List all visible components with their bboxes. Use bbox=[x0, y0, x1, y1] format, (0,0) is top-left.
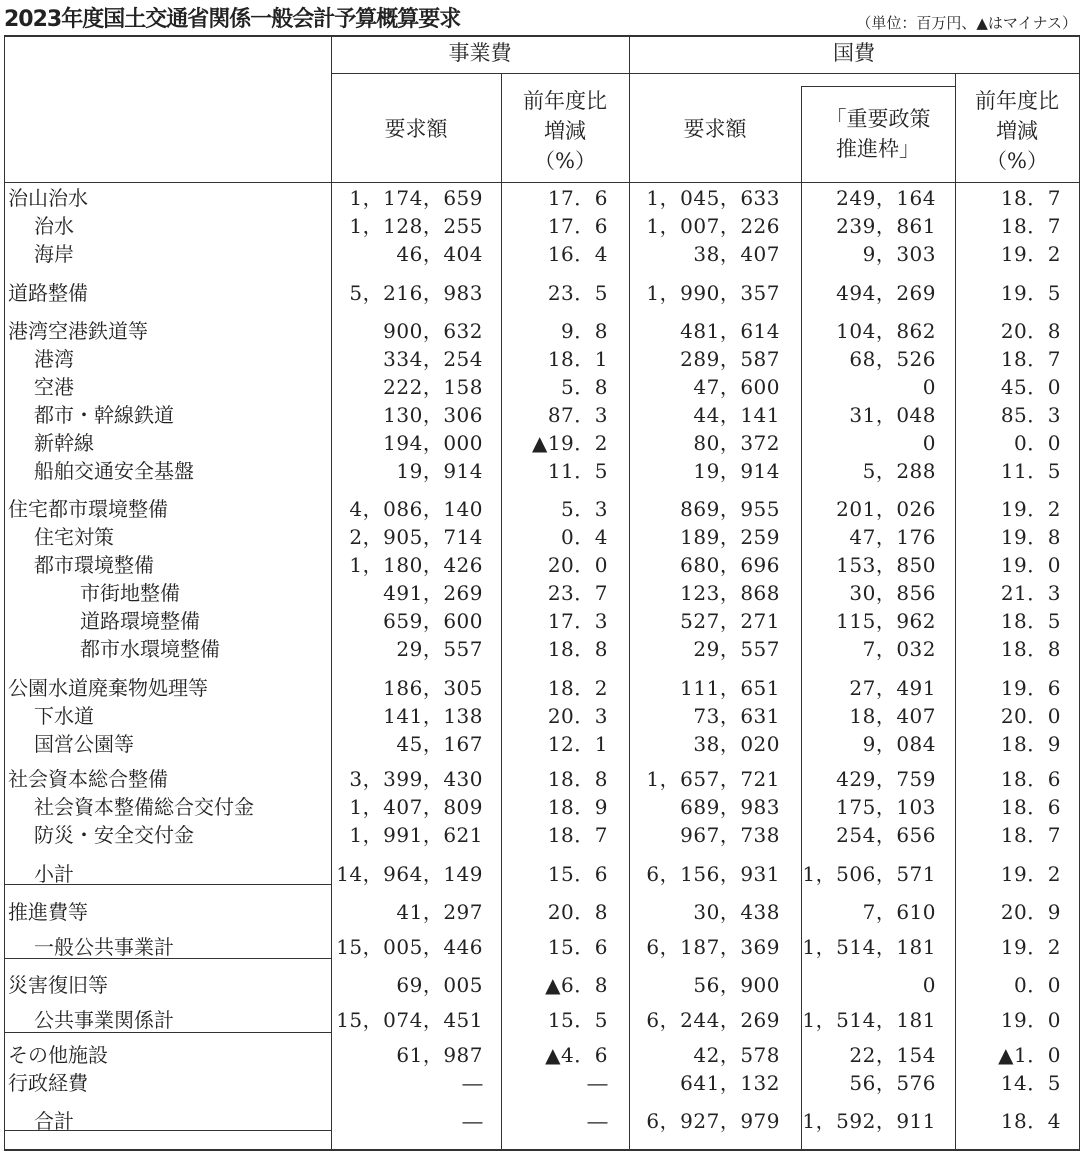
row-label: 都市・幹線鉄道 bbox=[34, 403, 174, 427]
cell-v1: ― bbox=[462, 1071, 483, 1095]
cell-v5: 45．0 bbox=[1000, 375, 1061, 399]
cell-v4: 254，656 bbox=[836, 823, 936, 847]
cell-v3: 1，990，357 bbox=[646, 281, 780, 305]
cell-v4: 9，084 bbox=[862, 732, 936, 756]
table-row bbox=[0, 607, 1085, 635]
cell-v2: 15．5 bbox=[547, 1008, 608, 1032]
cell-v1: 15，005，446 bbox=[336, 935, 483, 959]
row-label: 船舶交通安全基盤 bbox=[34, 459, 194, 483]
table-row bbox=[0, 457, 1085, 485]
cell-v3: 30，438 bbox=[693, 900, 780, 924]
cell-v2: 5．3 bbox=[561, 497, 608, 521]
row-label: 海岸 bbox=[34, 242, 74, 266]
cell-v2: 9．8 bbox=[561, 319, 608, 343]
cell-v4: 175，103 bbox=[836, 795, 936, 819]
cell-v1: 41，297 bbox=[396, 900, 483, 924]
cell-v2: ▲19．2 bbox=[531, 431, 608, 455]
row-label: 推進費等 bbox=[8, 900, 88, 924]
row-label: 住宅対策 bbox=[34, 525, 114, 549]
table-row bbox=[0, 793, 1085, 821]
cell-v5: 18．7 bbox=[1000, 186, 1061, 210]
cell-v2: 20．0 bbox=[547, 553, 608, 577]
cell-v2: 16．4 bbox=[547, 242, 608, 266]
table-row bbox=[0, 495, 1085, 523]
cell-v1: 194，000 bbox=[383, 431, 483, 455]
cell-v3: 73，631 bbox=[693, 704, 780, 728]
table-row bbox=[0, 702, 1085, 730]
cell-v5: 18．6 bbox=[1000, 795, 1061, 819]
cell-v3: 38，407 bbox=[693, 242, 780, 266]
row-label: 社会資本整備総合交付金 bbox=[34, 795, 254, 819]
header-yoy-ratio: 前年度比 増減 （%） bbox=[523, 89, 607, 173]
cell-v5: 19．2 bbox=[1000, 242, 1061, 266]
cell-v4: 0 bbox=[922, 375, 936, 399]
cell-v2: 23．5 bbox=[547, 281, 608, 305]
cell-v3: 123，868 bbox=[680, 581, 780, 605]
cell-v4: 1，514，181 bbox=[802, 1008, 936, 1032]
row-label: 治山治水 bbox=[8, 186, 88, 210]
cell-v1: 1，991，621 bbox=[349, 823, 483, 847]
table-row bbox=[0, 551, 1085, 579]
cell-v4: 22，154 bbox=[849, 1043, 936, 1067]
row-label: 行政経費 bbox=[8, 1071, 88, 1095]
table-row bbox=[0, 860, 1085, 888]
row-label: 防災・安全交付金 bbox=[34, 823, 194, 847]
row-label: 社会資本総合整備 bbox=[8, 767, 168, 791]
cell-v1: 334，254 bbox=[383, 347, 483, 371]
row-label: 道路環境整備 bbox=[80, 609, 200, 633]
table-row bbox=[0, 674, 1085, 702]
cell-v3: 19，914 bbox=[693, 459, 780, 483]
table-row bbox=[0, 429, 1085, 457]
table-row bbox=[0, 317, 1085, 345]
cell-v1: 3，399，430 bbox=[349, 767, 483, 791]
cell-v4: 104，862 bbox=[836, 319, 936, 343]
cell-v4: 249，164 bbox=[836, 186, 936, 210]
cell-v1: 1，180，426 bbox=[349, 553, 483, 577]
table-row bbox=[0, 1041, 1085, 1069]
row-label: 道路整備 bbox=[8, 281, 88, 305]
cell-v3: 6，187，369 bbox=[646, 935, 780, 959]
cell-v4: 153，850 bbox=[836, 553, 936, 577]
header-jigyohi: 事業費 bbox=[448, 41, 512, 65]
table-row bbox=[0, 635, 1085, 663]
table-row bbox=[0, 523, 1085, 551]
cell-v5: 20．8 bbox=[1000, 319, 1061, 343]
cell-v4: 0 bbox=[922, 431, 936, 455]
cell-v2: 17．6 bbox=[547, 186, 608, 210]
cell-v3: 44，141 bbox=[693, 403, 780, 427]
cell-v4: 1，592，911 bbox=[802, 1109, 936, 1133]
cell-v2: 0．4 bbox=[561, 525, 608, 549]
cell-v1: 29，557 bbox=[396, 637, 483, 661]
cell-v2: 20．3 bbox=[547, 704, 608, 728]
cell-v4: 115，962 bbox=[836, 609, 936, 633]
cell-v1: 4，086，140 bbox=[349, 497, 483, 521]
table-row bbox=[0, 373, 1085, 401]
cell-v5: 18．6 bbox=[1000, 767, 1061, 791]
cell-v1: 900，632 bbox=[383, 319, 483, 343]
cell-v2: ― bbox=[587, 1109, 608, 1133]
row-label: 合計 bbox=[34, 1109, 74, 1133]
header-kokuhi: 国費 bbox=[833, 41, 875, 65]
cell-v4: 429，759 bbox=[836, 767, 936, 791]
cell-v4: 1，514，181 bbox=[802, 935, 936, 959]
header-bottom-rule bbox=[4, 182, 1080, 183]
cell-v1: 46，404 bbox=[396, 242, 483, 266]
row-label: 新幹線 bbox=[34, 431, 94, 455]
cell-v1: 69，005 bbox=[396, 973, 483, 997]
cell-v1: 61，987 bbox=[396, 1043, 483, 1067]
cell-v5: 18．7 bbox=[1000, 823, 1061, 847]
cell-v3: 869，955 bbox=[680, 497, 780, 521]
cell-v3: 6，244，269 bbox=[646, 1008, 780, 1032]
cell-v5: 18．7 bbox=[1000, 347, 1061, 371]
table-row bbox=[0, 1006, 1085, 1034]
table-row bbox=[0, 821, 1085, 849]
header-divider bbox=[331, 73, 1080, 74]
table-row bbox=[0, 579, 1085, 607]
cell-v5: 18．7 bbox=[1000, 214, 1061, 238]
cell-v2: 23．7 bbox=[547, 581, 608, 605]
cell-v1: 222，158 bbox=[383, 375, 483, 399]
cell-v2: 15．6 bbox=[547, 935, 608, 959]
cell-v4: 18，407 bbox=[849, 704, 936, 728]
row-label: 公園水道廃棄物処理等 bbox=[8, 676, 208, 700]
cell-v4: 27，491 bbox=[849, 676, 936, 700]
cell-v4: 239，861 bbox=[836, 214, 936, 238]
cell-v1: ― bbox=[462, 1109, 483, 1133]
row-label: 公共事業関係計 bbox=[34, 1008, 174, 1032]
cell-v5: 18．8 bbox=[1000, 637, 1061, 661]
cell-v2: 18．8 bbox=[547, 767, 608, 791]
cell-v2: ▲6．8 bbox=[545, 973, 608, 997]
cell-v5: ▲1．0 bbox=[998, 1043, 1061, 1067]
cell-v4: 30，856 bbox=[849, 581, 936, 605]
cell-v2: 18．1 bbox=[547, 347, 608, 371]
cell-v3: 111，651 bbox=[680, 676, 780, 700]
cell-v5: 18．9 bbox=[1000, 732, 1061, 756]
cell-v3: 42，578 bbox=[693, 1043, 780, 1067]
cell-v2: 18．7 bbox=[547, 823, 608, 847]
row-label: 小計 bbox=[34, 862, 74, 886]
table-row bbox=[0, 730, 1085, 758]
cell-v5: 20．9 bbox=[1000, 900, 1061, 924]
table-row bbox=[0, 765, 1085, 793]
cell-v3: 29，557 bbox=[693, 637, 780, 661]
cell-v1: 1，174，659 bbox=[349, 186, 483, 210]
cell-v4: 47，176 bbox=[849, 525, 936, 549]
table-row bbox=[0, 279, 1085, 307]
cell-v3: 47，600 bbox=[693, 375, 780, 399]
cell-v2: 11．5 bbox=[547, 459, 608, 483]
cell-v3: 1，045，633 bbox=[646, 186, 780, 210]
cell-v3: 481，614 bbox=[680, 319, 780, 343]
header-request-amount-kokuhi: 要求額 bbox=[683, 117, 747, 141]
cell-v1: 130，306 bbox=[383, 403, 483, 427]
cell-v3: 689，983 bbox=[680, 795, 780, 819]
cell-v2: 87．3 bbox=[547, 403, 608, 427]
cell-v2: 20．8 bbox=[547, 900, 608, 924]
cell-v3: 1，657，721 bbox=[646, 767, 780, 791]
cell-v4: 56，576 bbox=[849, 1071, 936, 1095]
cell-v2: 18．2 bbox=[547, 676, 608, 700]
cell-v1: 1，128，255 bbox=[349, 214, 483, 238]
row-label: 都市水環境整備 bbox=[80, 637, 220, 661]
cell-v2: 5．8 bbox=[561, 375, 608, 399]
row-label: 一般公共事業計 bbox=[34, 935, 174, 959]
row-label: 下水道 bbox=[34, 704, 94, 728]
cell-v3: 967，738 bbox=[680, 823, 780, 847]
cell-v3: 38，020 bbox=[693, 732, 780, 756]
cell-v5: 19．6 bbox=[1000, 676, 1061, 700]
table-row bbox=[0, 184, 1085, 212]
row-label: 国営公園等 bbox=[34, 732, 134, 756]
row-label: 空港 bbox=[34, 375, 74, 399]
table-row bbox=[0, 933, 1085, 961]
cell-v3: 56，900 bbox=[693, 973, 780, 997]
cell-v4: 7，610 bbox=[862, 900, 936, 924]
cell-v5: 19．2 bbox=[1000, 497, 1061, 521]
cell-v5: 0．0 bbox=[1014, 973, 1061, 997]
row-label: 治水 bbox=[34, 214, 74, 238]
cell-v3: 6，927，979 bbox=[646, 1109, 780, 1133]
cell-v4: 1，506，571 bbox=[802, 862, 936, 886]
row-label: 港湾 bbox=[34, 347, 74, 371]
cell-v5: 19．0 bbox=[1000, 1008, 1061, 1032]
cell-v1: 19，914 bbox=[396, 459, 483, 483]
cell-v2: 18．9 bbox=[547, 795, 608, 819]
cell-v1: 15，074，451 bbox=[336, 1008, 483, 1032]
table-row bbox=[0, 212, 1085, 240]
cell-v2: 17．6 bbox=[547, 214, 608, 238]
cell-v1: 186，305 bbox=[383, 676, 483, 700]
cell-v1: 45，167 bbox=[396, 732, 483, 756]
cell-v5: 0．0 bbox=[1014, 431, 1061, 455]
cell-v5: 11．5 bbox=[1000, 459, 1061, 483]
table-row bbox=[0, 1069, 1085, 1097]
header-divider bbox=[801, 86, 955, 87]
cell-v3: 641，132 bbox=[680, 1071, 780, 1095]
cell-v1: 5，216，983 bbox=[349, 281, 483, 305]
cell-v1: 2，905，714 bbox=[349, 525, 483, 549]
row-label: 住宅都市環境整備 bbox=[8, 497, 168, 521]
cell-v4: 201，026 bbox=[836, 497, 936, 521]
cell-v5: 20．0 bbox=[1000, 704, 1061, 728]
page-title: 2023年度国土交通省関係一般会計予算概算要求 bbox=[4, 7, 461, 32]
cell-v2: 15．6 bbox=[547, 862, 608, 886]
header-priority-frame: 「重要政策 推進枠」 bbox=[825, 107, 931, 161]
cell-v1: 14，964，149 bbox=[336, 862, 483, 886]
cell-v1: 491，269 bbox=[383, 581, 483, 605]
cell-v3: 1，007，226 bbox=[646, 214, 780, 238]
cell-v2: 12．1 bbox=[547, 732, 608, 756]
cell-v1: 141，138 bbox=[383, 704, 483, 728]
cell-v1: 659，600 bbox=[383, 609, 483, 633]
table-row bbox=[0, 345, 1085, 373]
cell-v2: ― bbox=[587, 1071, 608, 1095]
table-row bbox=[0, 1107, 1085, 1135]
row-label: 災害復旧等 bbox=[8, 973, 108, 997]
cell-v2: ▲4．6 bbox=[545, 1043, 608, 1067]
table-row bbox=[0, 401, 1085, 429]
cell-v3: 6，156，931 bbox=[646, 862, 780, 886]
row-label: 都市環境整備 bbox=[34, 553, 154, 577]
cell-v3: 289，587 bbox=[680, 347, 780, 371]
cell-v4: 9，303 bbox=[862, 242, 936, 266]
header-yoy-ratio-kokuhi: 前年度比 増減 （%） bbox=[975, 89, 1059, 173]
row-label: 市街地整備 bbox=[80, 581, 180, 605]
cell-v2: 18．8 bbox=[547, 637, 608, 661]
cell-v4: 494，269 bbox=[836, 281, 936, 305]
cell-v5: 21．3 bbox=[1000, 581, 1061, 605]
cell-v5: 18．4 bbox=[1000, 1109, 1061, 1133]
cell-v5: 19．2 bbox=[1000, 935, 1061, 959]
header-request-amount: 要求額 bbox=[384, 117, 448, 141]
table-row bbox=[0, 898, 1085, 926]
cell-v5: 19．8 bbox=[1000, 525, 1061, 549]
cell-v4: 31，048 bbox=[849, 403, 936, 427]
cell-v3: 680，696 bbox=[680, 553, 780, 577]
cell-v5: 85．3 bbox=[1000, 403, 1061, 427]
cell-v5: 19．0 bbox=[1000, 553, 1061, 577]
cell-v5: 19．2 bbox=[1000, 862, 1061, 886]
cell-v4: 0 bbox=[922, 973, 936, 997]
row-label: その他施設 bbox=[8, 1043, 108, 1067]
cell-v5: 18．5 bbox=[1000, 609, 1061, 633]
cell-v2: 17．3 bbox=[547, 609, 608, 633]
cell-v3: 189，259 bbox=[680, 525, 780, 549]
cell-v1: 1，407，809 bbox=[349, 795, 483, 819]
cell-v5: 19．5 bbox=[1000, 281, 1061, 305]
cell-v5: 14．5 bbox=[1000, 1071, 1061, 1095]
cell-v4: 7，032 bbox=[862, 637, 936, 661]
table-row bbox=[0, 971, 1085, 999]
table-row bbox=[0, 240, 1085, 268]
unit-note: （単位：百万円、▲はマイナス） bbox=[856, 14, 1077, 32]
cell-v3: 80，372 bbox=[693, 431, 780, 455]
cell-v4: 5，288 bbox=[862, 459, 936, 483]
cell-v4: 68，526 bbox=[849, 347, 936, 371]
cell-v3: 527，271 bbox=[680, 609, 780, 633]
row-label: 港湾空港鉄道等 bbox=[8, 319, 148, 343]
